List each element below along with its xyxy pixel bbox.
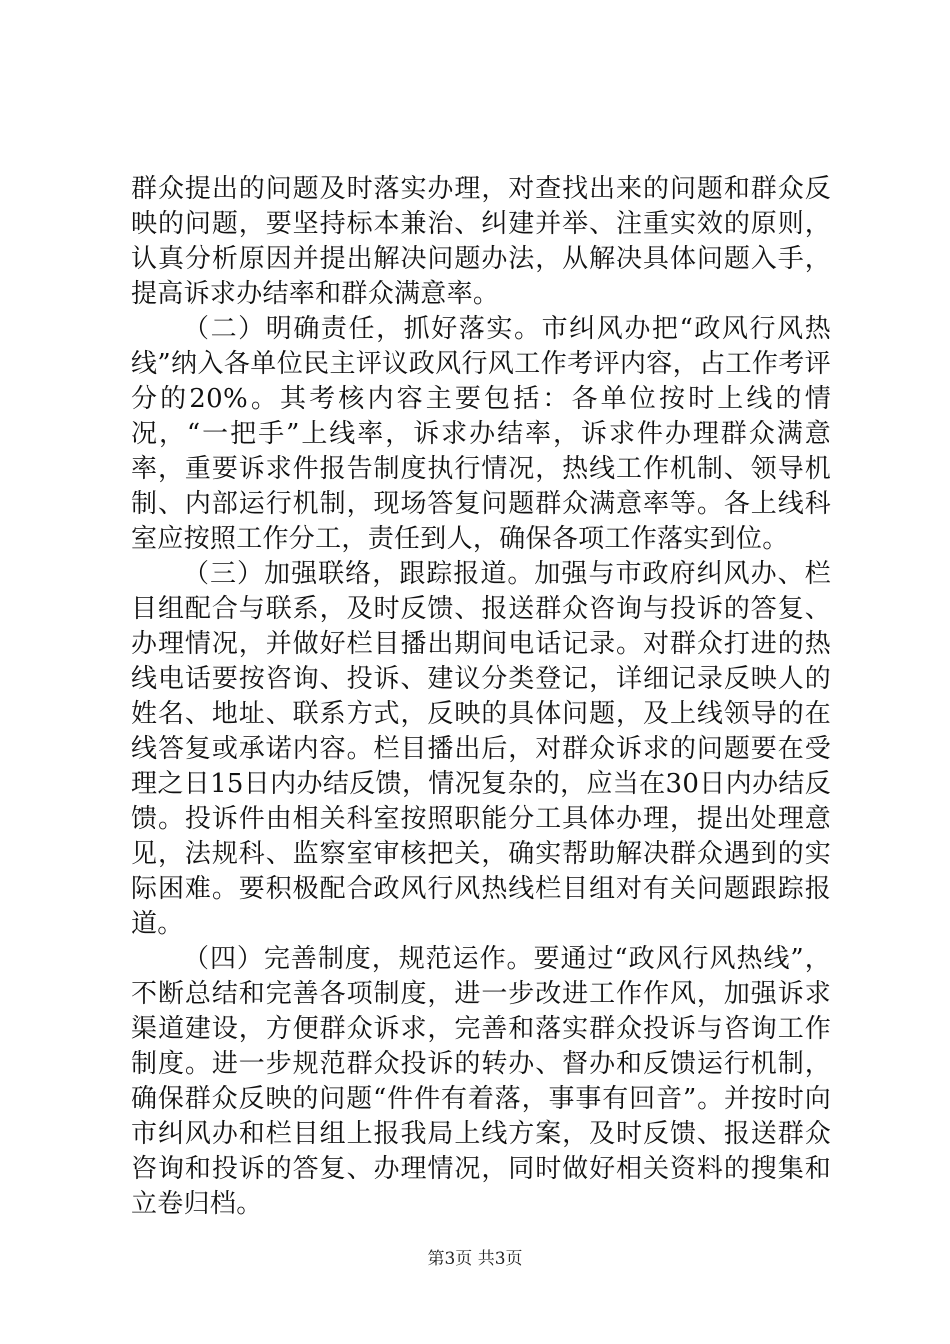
page-number-footer: 第3页 共3页	[427, 1249, 523, 1269]
document-body	[131, 172, 831, 1222]
paragraph-continuation: 群众提出的问题及时落实办理，对查找出来的问题和群众反映的问题，要坚持标本兼治、纠建并举、注重实效的原则，认真分析原因并提出解决问题办法，从解决具体问题入手，提高诉求办结率和群众满意率。	[131, 174, 831, 309]
paragraph-section-4: （四）完善制度，规范运作。要通过“政风行风热线”，不断总结和完善各项制度，进一步改进工作作风，加强诉求渠道建设，方便群众诉求，完善和落实群众投诉与咨询工作制度。进一步规范群众投诉的转办、督办和反馈运行机制，确保群众反映的问题“件件有着落，事事有回音”。并按时向市纠风办和栏目组上报我局上线方案，及时反馈、报送群众咨询和投诉的答复、办理情况，同时做好相关资料的搜集和立卷归档。	[131, 944, 831, 1219]
paragraph-section-3: （三）加强联络，跟踪报道。加强与市政府纠风办、栏目组配合与联系，及时反馈、报送群众咨询与投诉的答复、办理情况，并做好栏目播出期间电话记录。对群众打进的热线电话要按咨询、投诉、建议分类登记，详细记录反映人的姓名、地址、联系方式，反映的具体问题，及上线领导的在线答复或承诺内容。栏目播出后，对群众诉求的问题要在受理之日15日内办结反馈，情况复杂的，应当在30日内办结反馈。投诉件由相关科室按照职能分工具体办理，提出处理意见，法规科、监察室审核把关，确实帮助解决群众遇到的实际困难。要积极配合政风行风热线栏目组对有关问题跟踪报道。	[131, 559, 831, 939]
paragraph-section-2: （二）明确责任，抓好落实。市纠风办把“政风行风热线”纳入各单位民主评议政风行风工作考评内容，占工作考评分的20%。其考核内容主要包括：各单位按时上线的情况，“一把手”上线率，诉求办结率，诉求件办理群众满意率，重要诉求件报告制度执行情况，热线工作机制、领导机制、内部运行机制，现场答复问题群众满意率等。各上线科室应按照工作分工，责任到人，确保各项工作落实到位。	[131, 314, 831, 554]
